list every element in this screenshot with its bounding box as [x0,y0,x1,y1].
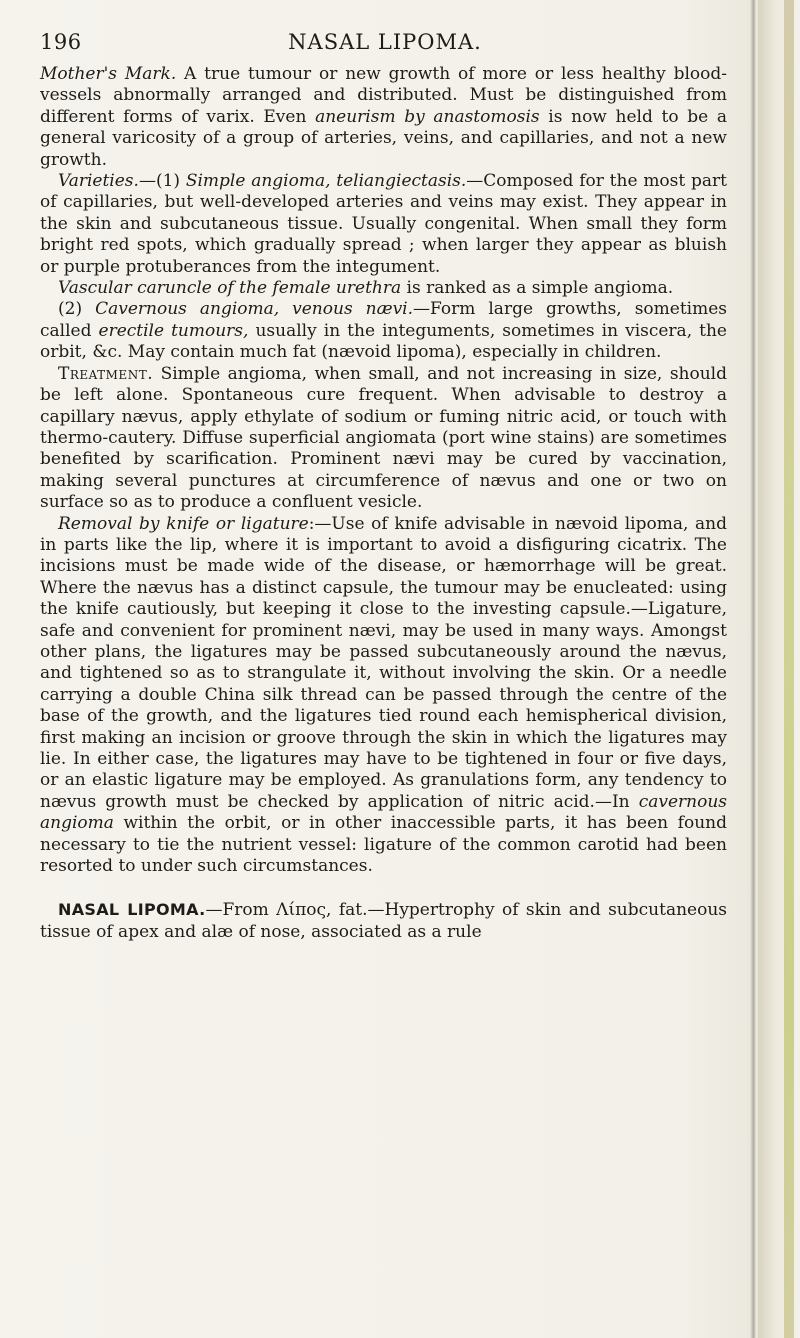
paragraph-text: within the orbit, or in other inaccessible parts, it has been found necessary to tie the nutrient vessel: ligature of the common carotid had been resorted to under such circumstances. [40,813,727,877]
page-header [40,30,730,58]
paragraph-text: —Composed for the most part of capillaries, but well-developed arteries and veins may exist. They appear in the skin and subcutaneous tissue. Usually congenital. When small they form bright red spots, which gradually spread ; when larger they appear as bluish or purple protuberances from the integument. [40,171,727,277]
paragraph-emphasis: aneurism by anastomosis [315,106,540,127]
paragraph-emphasis: Simple angioma, teliangiectasis. [185,171,467,192]
paragraph-treatment [40,364,727,514]
paragraph-nasal-lipoma [40,899,727,943]
paragraph-vascular-caruncle [40,278,727,299]
paragraph-text: A true tumour or new growth of more or less healthy blood-vessels abnormally arranged and distributed. Must be distinguished from different forms of varix. Even [40,64,727,127]
gutter-shadow [750,0,756,1338]
paragraph-emphasis: Cavernous angioma, venous nævi. [95,299,414,320]
paragraph-lead: Varieties. [58,171,139,192]
paragraph-text: usually in the integuments, sometimes in viscera, the orbit, &c. May contain much fat (nævoid lipoma), especially in children. [40,320,727,363]
paragraph-emphasis: erectile tumours, [98,320,249,341]
paragraph-mothers-mark [40,64,727,171]
paragraph-lead: Mother's Mark. [40,64,177,84]
running-head: NASAL LIPOMA. [288,30,482,54]
page-number: 196 [40,30,82,54]
paragraph-text: :—Use of knife advisable in nævoid lipoma, and in parts like the lip, where it is important to avoid a disfiguring cicatrix. The incisions must be made wide of the disease, or hæmorrhage will be great. Where the nævus has a distinct capsule, the tumour may be enucleated: using the knife cautiously, but keeping it close to the investing capsule.—Ligature, safe and convenient for prominent nævi, may be used in many ways. Amongst other plans, the ligatures may be passed subcutaneously around the nævus, and tightened so as to strangulate it, without involving the skin. Or a needle carrying a double China silk thread can be passed through the centre of the base of the growth, and the ligatures tied round each hemispherical division, first making an incision or groove through the skin in which the ligatures may lie. In either case, the ligatures may have to be tightened in four or five days, or an elastic ligature may be employed. As granulations form, any tendency to nævus growth must be checked by application of nitric acid.—In [40,513,727,812]
paragraph-text: (2) [58,299,96,320]
paragraph-removal [40,514,727,878]
paragraph-text: —Form large growths, sometimes called [40,299,728,341]
section-heading: NASAL LIPOMA. [58,900,206,920]
paragraph-cavernous-angioma [40,299,727,363]
paragraph-lead: Vascular caruncle of the female urethra [58,278,402,299]
paragraph-emphasis: cavernous angioma [40,791,727,834]
paragraph-lead-smallcaps: Treatment. [58,363,154,384]
paragraph-text: —From Λίπος, fat.—Hypertrophy of skin and subcutaneous tissue of apex and alæ of nose, associated as a rule [40,900,727,942]
paragraph-varieties [40,171,727,278]
paragraph-text: Simple angioma, when small, and not increasing in size, should be left alone. Spontaneous cure frequent. When advisable to destroy a capillary nævus, apply ethylate of sodium or fuming nitric acid, or touch with thermo-cautery. Diffuse superficial angiomata (port wine stains) are sometimes benefited by scarification. Prominent nævi may be cured by vaccination, making several punctures at circumference of nævus and one or two on surface so as to produce a confluent vesicle. [40,363,727,513]
paragraph-lead: Removal by knife or ligature [58,513,309,534]
paragraph-text: is now held to be a general varicosity of a group of arteries, veins, and capillaries, and not a new growth. [40,106,727,170]
body-text [40,64,727,943]
paragraph-text: is ranked as a simple angioma. [401,278,674,299]
adjacent-page-edge [758,0,800,1338]
binding-edge [784,0,794,1338]
paragraph-text: —(1) [138,171,186,192]
